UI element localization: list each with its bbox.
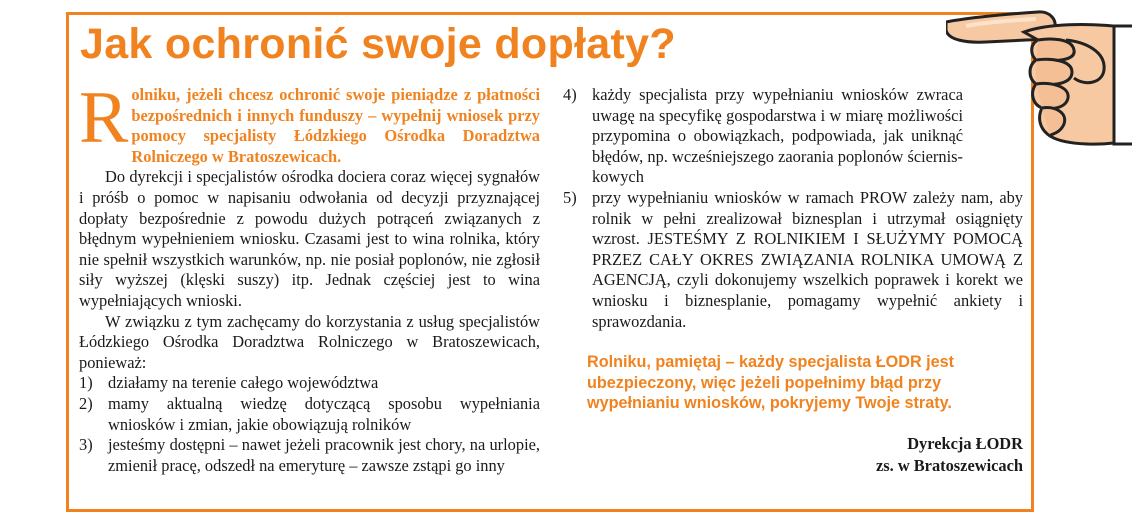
drop-cap: R [79,77,129,159]
list-item [79,373,540,394]
list-number: 2) [79,393,93,413]
body-paragraph: Do dyrekcji i specjalistów ośrodka dociera coraz więcej sygnałów i próśb o pomoc w napisaniu odwołania od decyzji przyznającej dopłaty bezpośrednie z powodu dużych potrąceń związanych z błędnym wypełnieniem wniosku. Czasami jest to wina rolnika, który nie spełnił wszystkich warunków, np. nie posiał poplonów, nie zgłosił siły wyższej (klęski suszy) itp. Jednak częściej jest to wina wypełniających wnioski. [79,167,540,310]
right-column [563,85,1023,477]
list-number: 4) [563,85,577,104]
list-item [79,394,540,435]
signature-line-1: Dyrekcja ŁODR [907,433,1023,453]
signature [563,433,1023,477]
lead-text: olniku, jeżeli chcesz ochronić swoje pieniądze z płatności bezpośrednich i innych funduszy – wypełnij wniosek przy pomocy specjalisty Łódzkiego Ośrodka Doradztwa Rolniczego w Bratoszewicach. [131,85,540,166]
benefits-list-right [563,85,1023,332]
list-item [79,435,540,476]
list-number: 5) [563,187,577,207]
list-text: mamy aktualną wiedzę dotyczącą sposobu wypełniania wniosków i zmian, jakie obowiązują rolników [108,393,540,434]
headline: Jak ochronić swoje dopłaty? [80,20,676,68]
list-text: każdy specjalista przy wypełnianiu wniosków zwraca uwagę na specyfikę gospodarstwa i w miarę możliwości przypomina o obowiązkach, podpowiada, jak uniknąć błędów, np. wcześniejszego zaorania poplonów ścierniskowych [592,85,963,187]
list-number: 3) [79,435,93,455]
list-text: przy wypełnianiu wniosków w ramach PROW zależy nam, aby rolnik w pełni zrealizował biznesplan i utrzymał osiągnięty wzrost. JESTEŚMY Z ROLNIKIEM I SŁUŻYMY POMOCĄ PRZEZ CAŁY OKRES ZWIĄZANIA ROLNIKA UMOWĄ Z AGENCJĄ, czyli dokonujemy wszelkich poprawek i korekt we wniosku i biznesplanie, pomagamy wypełnić ankiety i sprawozdania. [592,187,1023,331]
lead-paragraph [79,77,540,167]
benefits-list-left [79,373,540,476]
body-paragraph: W związku z tym zachęcamy do korzystania z usług specjalistów Łódzkiego Ośrodka Doradztwa Rolniczego w Bratoszewicach, ponieważ: [79,311,540,372]
list-text: działamy na terenie całego województwa [108,373,379,393]
list-text: jesteśmy dostępni – nawet jeżeli pracownik jest chory, na urlopie, zmienił pracę, odszedł na emeryturę – zawsze zstąpi go inny [108,435,540,475]
signature-line-2: zs. w Bratoszewicach [875,455,1023,475]
list-item [563,85,1023,188]
list-item [563,188,1023,332]
closing-statement: Rolniku, pamiętaj – każdy specjalista ŁODR jest ubezpieczony, więc jeżeli popełnimy błąd przy wypełnianiu wniosków, pokryjemy Twoje straty. [587,353,955,413]
left-column [79,77,540,476]
list-number: 1) [79,373,93,393]
